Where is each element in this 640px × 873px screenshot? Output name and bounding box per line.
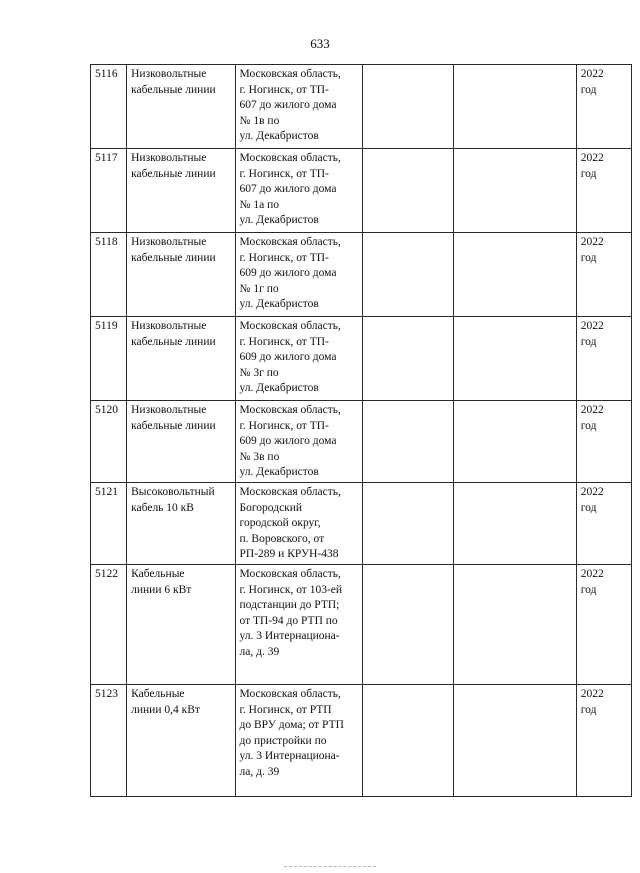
year-line: год	[580, 83, 597, 96]
year-line: год	[580, 583, 597, 596]
address-line: п. Воровского, от	[239, 532, 325, 545]
table-row	[91, 149, 632, 233]
address-line: № 3г по	[239, 366, 279, 379]
name-line: Низковольтные	[131, 236, 207, 248]
row-number-cell	[91, 565, 127, 685]
year-line: 2022	[580, 568, 604, 580]
address-line: № 3в по	[239, 450, 280, 463]
row-number: 5118	[95, 236, 118, 248]
row-number-cell	[91, 317, 127, 401]
address-line: Московская область,	[239, 404, 341, 416]
empty-cell-5	[454, 317, 576, 401]
year-cell	[576, 565, 631, 685]
address-line: № 1г по	[239, 282, 279, 295]
address-cell	[235, 317, 362, 401]
address-line: Московская область,	[239, 68, 341, 80]
name-line: кабельные линии	[131, 167, 216, 180]
row-number: 5120	[95, 404, 118, 416]
row-number: 5117	[95, 152, 118, 164]
empty-cell-4	[362, 685, 453, 797]
address-cell	[235, 565, 362, 685]
address-line: г. Ногинск, от ТП-	[239, 335, 329, 348]
address-line: ул. 3 Интернациона-	[239, 630, 340, 642]
object-name-cell	[127, 149, 235, 233]
address-line: Богородский	[239, 501, 303, 514]
year-line: год	[580, 167, 597, 180]
address-line: Московская область,	[239, 486, 341, 498]
address-line: РП-289 и КРУН-438	[239, 548, 339, 560]
table-row	[91, 65, 632, 149]
row-number-cell	[91, 149, 127, 233]
year-line: 2022	[580, 68, 604, 80]
address-cell	[235, 401, 362, 483]
name-line: Кабельные	[131, 568, 185, 580]
address-line: до пристройки по	[239, 734, 327, 747]
year-line: 2022	[580, 236, 604, 248]
object-name-cell	[127, 483, 235, 565]
year-cell	[576, 233, 631, 317]
row-number: 5119	[95, 320, 118, 332]
address-cell	[235, 685, 362, 797]
registry-table-body	[91, 65, 632, 797]
address-line: ул. Декабристов	[239, 130, 319, 142]
year-line: 2022	[580, 320, 604, 332]
year-line: год	[580, 501, 597, 514]
address-line: ул. Декабристов	[239, 382, 319, 394]
table-row	[91, 565, 632, 685]
year-line: 2022	[580, 688, 604, 700]
row-number-cell	[91, 685, 127, 797]
name-line: Низковольтные	[131, 68, 207, 80]
address-line: г. Ногинск, от 103-ей	[239, 583, 343, 596]
address-line: Московская область,	[239, 236, 341, 248]
year-line: 2022	[580, 486, 604, 498]
year-line: 2022	[580, 404, 604, 416]
address-line: Московская область,	[239, 152, 341, 164]
registry-table	[90, 64, 632, 797]
empty-cell-4	[362, 483, 453, 565]
address-line: ла, д. 39	[239, 765, 280, 778]
empty-cell-4	[362, 233, 453, 317]
year-cell	[576, 149, 631, 233]
name-line: Высоковольтный	[131, 486, 215, 498]
row-number-cell	[91, 65, 127, 149]
object-name-cell	[127, 565, 235, 685]
year-line: год	[580, 251, 597, 264]
object-name-cell	[127, 401, 235, 483]
row-number-cell	[91, 483, 127, 565]
address-line: 609 до жилого дома	[239, 267, 337, 279]
row-number: 5121	[95, 486, 118, 498]
name-line: линии 6 кВт	[131, 583, 192, 596]
address-line: 609 до жилого дома	[239, 435, 337, 447]
row-number: 5116	[95, 68, 118, 80]
empty-cell-5	[454, 685, 576, 797]
year-cell	[576, 483, 631, 565]
year-line: год	[580, 419, 597, 432]
address-line: Московская область,	[239, 568, 341, 580]
name-line: Кабельные	[131, 688, 185, 700]
address-line: ла, д. 39	[239, 645, 280, 658]
name-line: Низковольтные	[131, 152, 207, 164]
address-line: ул. Декабристов	[239, 214, 319, 226]
table-row	[91, 483, 632, 565]
name-line: кабельные линии	[131, 335, 216, 348]
address-cell	[235, 483, 362, 565]
address-line: № 1а по	[239, 198, 279, 211]
empty-cell-5	[454, 149, 576, 233]
object-name-cell	[127, 685, 235, 797]
row-number: 5123	[95, 688, 118, 700]
page-number: 633	[310, 36, 330, 51]
empty-cell-4	[362, 65, 453, 149]
address-line: 607 до жилого дома	[239, 183, 337, 195]
address-line: Московская область,	[239, 320, 341, 332]
object-name-cell	[127, 317, 235, 401]
address-line: г. Ногинск, от РТП	[239, 703, 332, 716]
address-line: г. Ногинск, от ТП-	[239, 251, 329, 264]
address-line: городской округ,	[239, 517, 321, 529]
table-row	[91, 317, 632, 401]
year-cell	[576, 401, 631, 483]
year-cell	[576, 65, 631, 149]
empty-cell-5	[454, 233, 576, 317]
name-line: линии 0,4 кВт	[131, 703, 200, 716]
year-line: 2022	[580, 152, 604, 164]
address-line: г. Ногинск, от ТП-	[239, 419, 329, 432]
object-name-cell	[127, 233, 235, 317]
address-cell	[235, 233, 362, 317]
year-line: год	[580, 703, 597, 716]
address-line: г. Ногинск, от ТП-	[239, 167, 329, 180]
table-row	[91, 401, 632, 483]
address-line: до ВРУ дома; от РТП	[239, 719, 344, 731]
row-number-cell	[91, 401, 127, 483]
address-line: ул. 3 Интернациона-	[239, 750, 340, 762]
name-line: кабельные линии	[131, 251, 216, 264]
name-line: кабель 10 кВ	[131, 501, 194, 514]
address-line: Московская область,	[239, 688, 341, 700]
name-line: кабельные линии	[131, 83, 216, 96]
year-cell	[576, 317, 631, 401]
empty-cell-5	[454, 401, 576, 483]
row-number: 5122	[95, 568, 118, 580]
address-line: от ТП-94 до РТП по	[239, 614, 338, 627]
name-line: Низковольтные	[131, 404, 207, 416]
address-line: 607 до жилого дома	[239, 99, 337, 111]
address-line: подстанции до РТП;	[239, 599, 340, 611]
row-number-cell	[91, 233, 127, 317]
address-cell	[235, 65, 362, 149]
empty-cell-5	[454, 65, 576, 149]
empty-cell-4	[362, 149, 453, 233]
empty-cell-5	[454, 483, 576, 565]
year-cell	[576, 685, 631, 797]
address-cell	[235, 149, 362, 233]
table-row	[91, 685, 632, 797]
address-line: № 1в по	[239, 114, 280, 127]
year-line: год	[580, 335, 597, 348]
empty-cell-4	[362, 565, 453, 685]
address-line: ул. Декабристов	[239, 298, 319, 310]
address-line: ул. Декабристов	[239, 466, 319, 478]
address-line: г. Ногинск, от ТП-	[239, 83, 329, 96]
object-name-cell	[127, 65, 235, 149]
empty-cell-4	[362, 317, 453, 401]
name-line: кабельные линии	[131, 419, 216, 432]
name-line: Низковольтные	[131, 320, 207, 332]
table-row	[91, 233, 632, 317]
footer-rule	[284, 866, 376, 867]
empty-cell-4	[362, 401, 453, 483]
empty-cell-5	[454, 565, 576, 685]
address-line: 609 до жилого дома	[239, 351, 337, 363]
